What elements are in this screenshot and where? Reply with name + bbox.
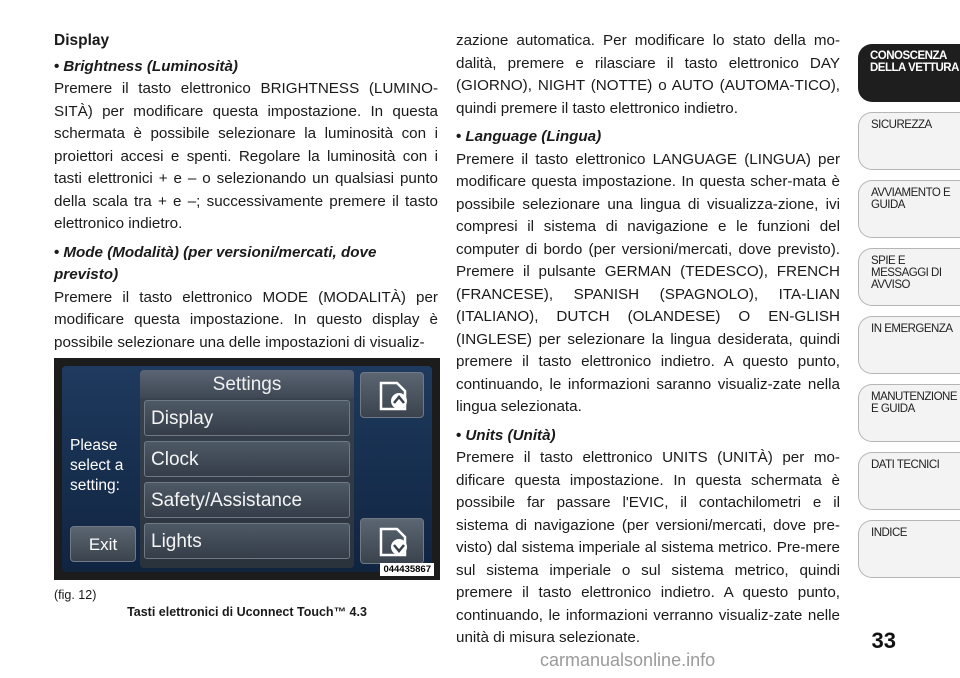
menu-item-safety-assistance[interactable]: Safety/Assistance bbox=[144, 482, 350, 518]
menu-item-lights[interactable]: Lights bbox=[144, 523, 350, 559]
mode-subheading bbox=[54, 242, 438, 287]
page-number: 33 bbox=[871, 628, 896, 653]
bullet-icon bbox=[54, 244, 63, 261]
left-text-column bbox=[54, 30, 438, 354]
bullet-icon bbox=[54, 58, 63, 75]
uconnect-screen-figure bbox=[54, 358, 440, 580]
page-down-icon bbox=[377, 525, 411, 559]
bullet-icon bbox=[456, 128, 465, 145]
brightness-paragraph: Premere il tasto elettronico BRIGHTNESS (LUMINO-SITÀ) per modificare questa impostazione. In questa schermata è possibile selezionare la luminosità con i proiettori accesi e spenti. Regolare la luminosità con i tasti elettronici + e – o selezionando un qualsiasi punto della scala tra + e –; successivamente premere il tasto elettronico indietro. bbox=[54, 80, 438, 232]
mode-title: Mode (Modalità) (per versioni/mercati, dove previsto) bbox=[54, 243, 377, 283]
tab-avviamento-e-guida[interactable]: AVVIAMENTO E GUIDA bbox=[858, 180, 960, 238]
settings-screen bbox=[62, 366, 432, 572]
page-up-icon bbox=[377, 379, 411, 413]
settings-menu bbox=[140, 370, 354, 568]
brightness-subheading bbox=[54, 56, 438, 79]
mode-paragraph: Premere il tasto elettronico MODE (MODALITÀ) per modificare questa impostazione. In questo display è possibile selezionare una delle impostazioni di visualiz- bbox=[54, 288, 438, 351]
section-heading: Display bbox=[54, 32, 110, 49]
mode-paragraph-continued: zazione automatica. Per modificare lo stato della mo-dalità, premere e rilasciare il tasto elettronico DAY (GIORNO), NIGHT (NOTTE) o AUTO (AUTOMA-TICO), quindi premere il tasto elettronico indietro. bbox=[456, 32, 840, 117]
tab-dati-tecnici[interactable]: DATI TECNICI bbox=[858, 452, 960, 510]
units-subheading bbox=[456, 425, 840, 448]
brightness-title: Brightness (Luminosità) bbox=[63, 57, 238, 75]
tab-conoscenza-della-vettura[interactable]: CONOSCENZA DELLA VETTURA bbox=[858, 44, 960, 102]
language-paragraph: Premere il tasto elettronico LANGUAGE (LINGUA) per modificare questa impostazione. In questa scher-mata è possibile selezionare una lingua di visualizza-zione, ivi compresi il sistema di navigazione e le funzioni del computer di bordo (per versioni/mercati, dove previsto). Premere il pulsante GERMAN (TEDESCO), FRENCH (FRANCESE), SPANISH (SPAGNOLO), ITA-LIAN (ITALIANO), DUTCH (OLANDESE) O EN-GLISH (INGLESE) per selezionare la lingua desiderata, quindi premere il tasto elettronico indietro. A questo punto, continuando, le informazioni saranno visualiz-zate nella lingua selezionata. bbox=[456, 150, 840, 415]
tab-spie-e-messaggi[interactable]: SPIE E MESSAGGI DI AVVISO bbox=[858, 248, 960, 306]
language-title: Language (Lingua) bbox=[465, 128, 602, 145]
page-down-button[interactable] bbox=[360, 518, 424, 564]
units-paragraph: Premere il tasto elettronico UNITS (UNITÀ) per mo-dificare questa impostazione. In questa schermata è possibile far passare l'EVIC, il contachilometri e il sistema di navigazione (per versioni/mercati, dove pre-visto) dal sistema imperiale al sistema metrico. Pre-mere sul sistema imperiale o sul sistema metrico, quindi premere il tasto elettronico indietro. A questo punto, continuando, le informazioni verranno visualiz-zate nelle unità di misura selezionate. bbox=[456, 449, 840, 646]
page-up-button[interactable] bbox=[360, 372, 424, 418]
bullet-icon bbox=[456, 427, 465, 444]
tab-sicurezza[interactable]: SICUREZZA bbox=[858, 112, 960, 170]
language-subheading bbox=[456, 126, 840, 149]
menu-item-display[interactable]: Display bbox=[144, 400, 350, 436]
tab-manutenzione[interactable]: MANUTENZIONE E GUIDA bbox=[858, 384, 960, 442]
tab-indice[interactable]: INDICE bbox=[858, 520, 960, 578]
units-title: Units (Unità) bbox=[465, 426, 556, 444]
menu-item-clock[interactable]: Clock bbox=[144, 441, 350, 477]
watermark: carmanualsonline.info bbox=[540, 650, 716, 670]
figure-caption: Tasti elettronici di Uconnect Touch™ 4.3 bbox=[127, 605, 367, 619]
tab-in-emergenza[interactable]: IN EMERGENZA bbox=[858, 316, 960, 374]
settings-title: Settings bbox=[140, 370, 354, 398]
right-text-column bbox=[456, 30, 840, 650]
exit-button[interactable]: Exit bbox=[70, 526, 136, 562]
select-setting-prompt: Please select a setting: bbox=[70, 437, 124, 494]
image-code: 044435867 bbox=[380, 563, 434, 576]
figure-reference: (fig. 12) bbox=[54, 588, 97, 602]
